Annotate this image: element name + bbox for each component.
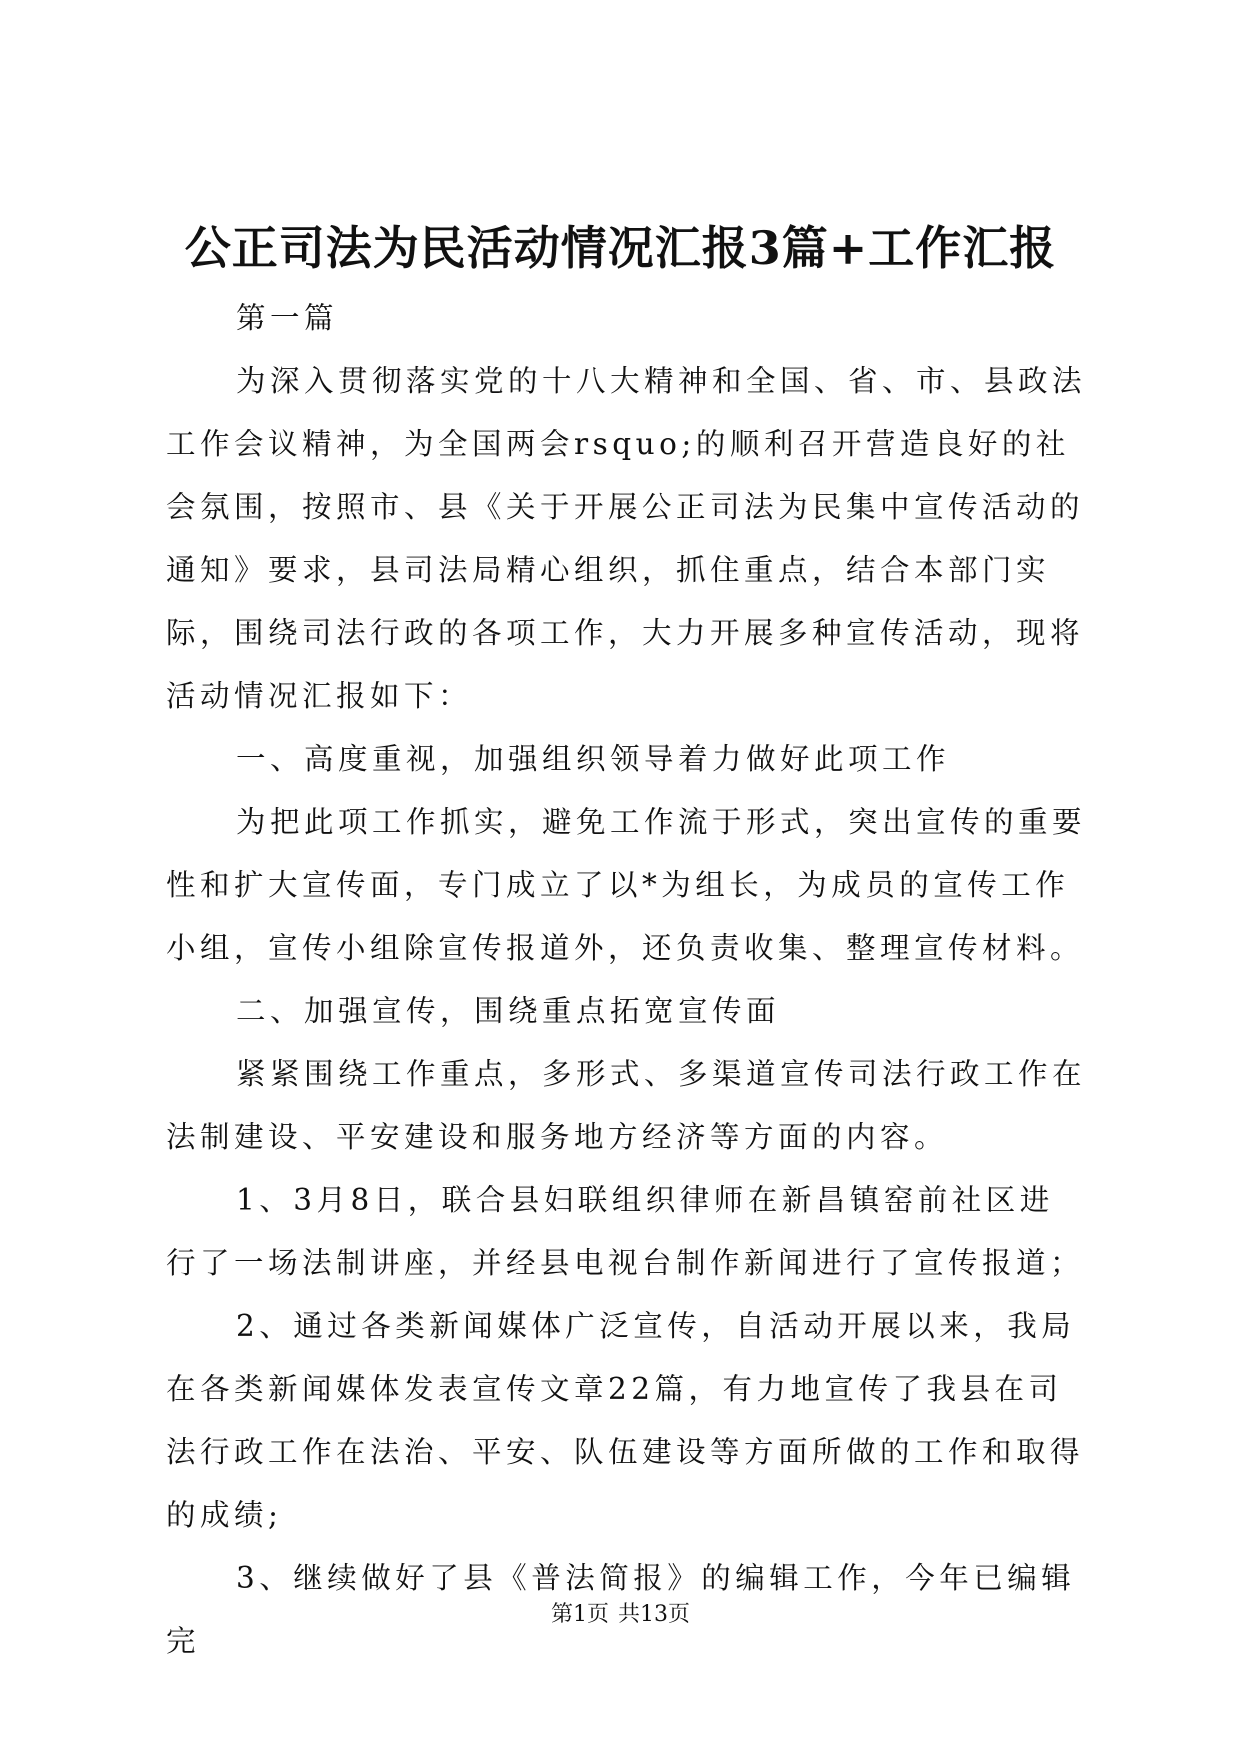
section-heading: 一、高度重视，加强组织领导着力做好此项工作: [236, 742, 951, 776]
body-paragraph: 2、通过各类新闻媒体广泛宣传，自活动开展以来，我局在各类新闻媒体发表宣传文章22篇，有力地宣传了我县在司法行政工作在法治、平安、队伍建设等方面所做的工作和取得的成绩;: [166, 1309, 1085, 1532]
body-paragraph: 为深入贯彻落实党的十八大精神和全国、省、市、县政法工作会议精神，为全国两会rsquo;的顺利召开营造良好的社会氛围，按照市、县《关于开展公正司法为民集中宣传活动的通知》要求，县司法局精心组织，抓住重点，结合本部门实际，围绕司法行政的各项工作，大力开展多种宣传活动，现将活动情况汇报如下：: [166, 364, 1087, 713]
page-number-footer: 第1页 共13页: [551, 1602, 690, 1627]
body-paragraph: 紧紧围绕工作重点，多形式、多渠道宣传司法行政工作在法制建设、平安建设和服务地方经济等方面的内容。: [166, 1057, 1087, 1154]
section-heading: 二、加强宣传，围绕重点拓宽宣传面: [236, 994, 781, 1028]
body-paragraph: 为把此项工作抓实，避免工作流于形式，突出宣传的重要性和扩大宣传面，专门成立了以*为组长，为成员的宣传工作小组，宣传小组除宣传报道外，还负责收集、整理宣传材料。: [166, 805, 1087, 965]
section-heading: 第一篇: [236, 301, 339, 335]
document-body: [166, 287, 1086, 1673]
document-title: 公正司法为民活动情况汇报3篇+工作汇报: [184, 221, 1057, 275]
body-paragraph: 3、继续做好了县《普法简报》的编辑工作，今年已编辑完: [166, 1561, 1076, 1658]
body-paragraph: 1、3月8日，联合县妇联组织律师在新昌镇窑前社区进行了一场法制讲座，并经县电视台制作新闻进行了宣传报道；: [166, 1183, 1085, 1280]
